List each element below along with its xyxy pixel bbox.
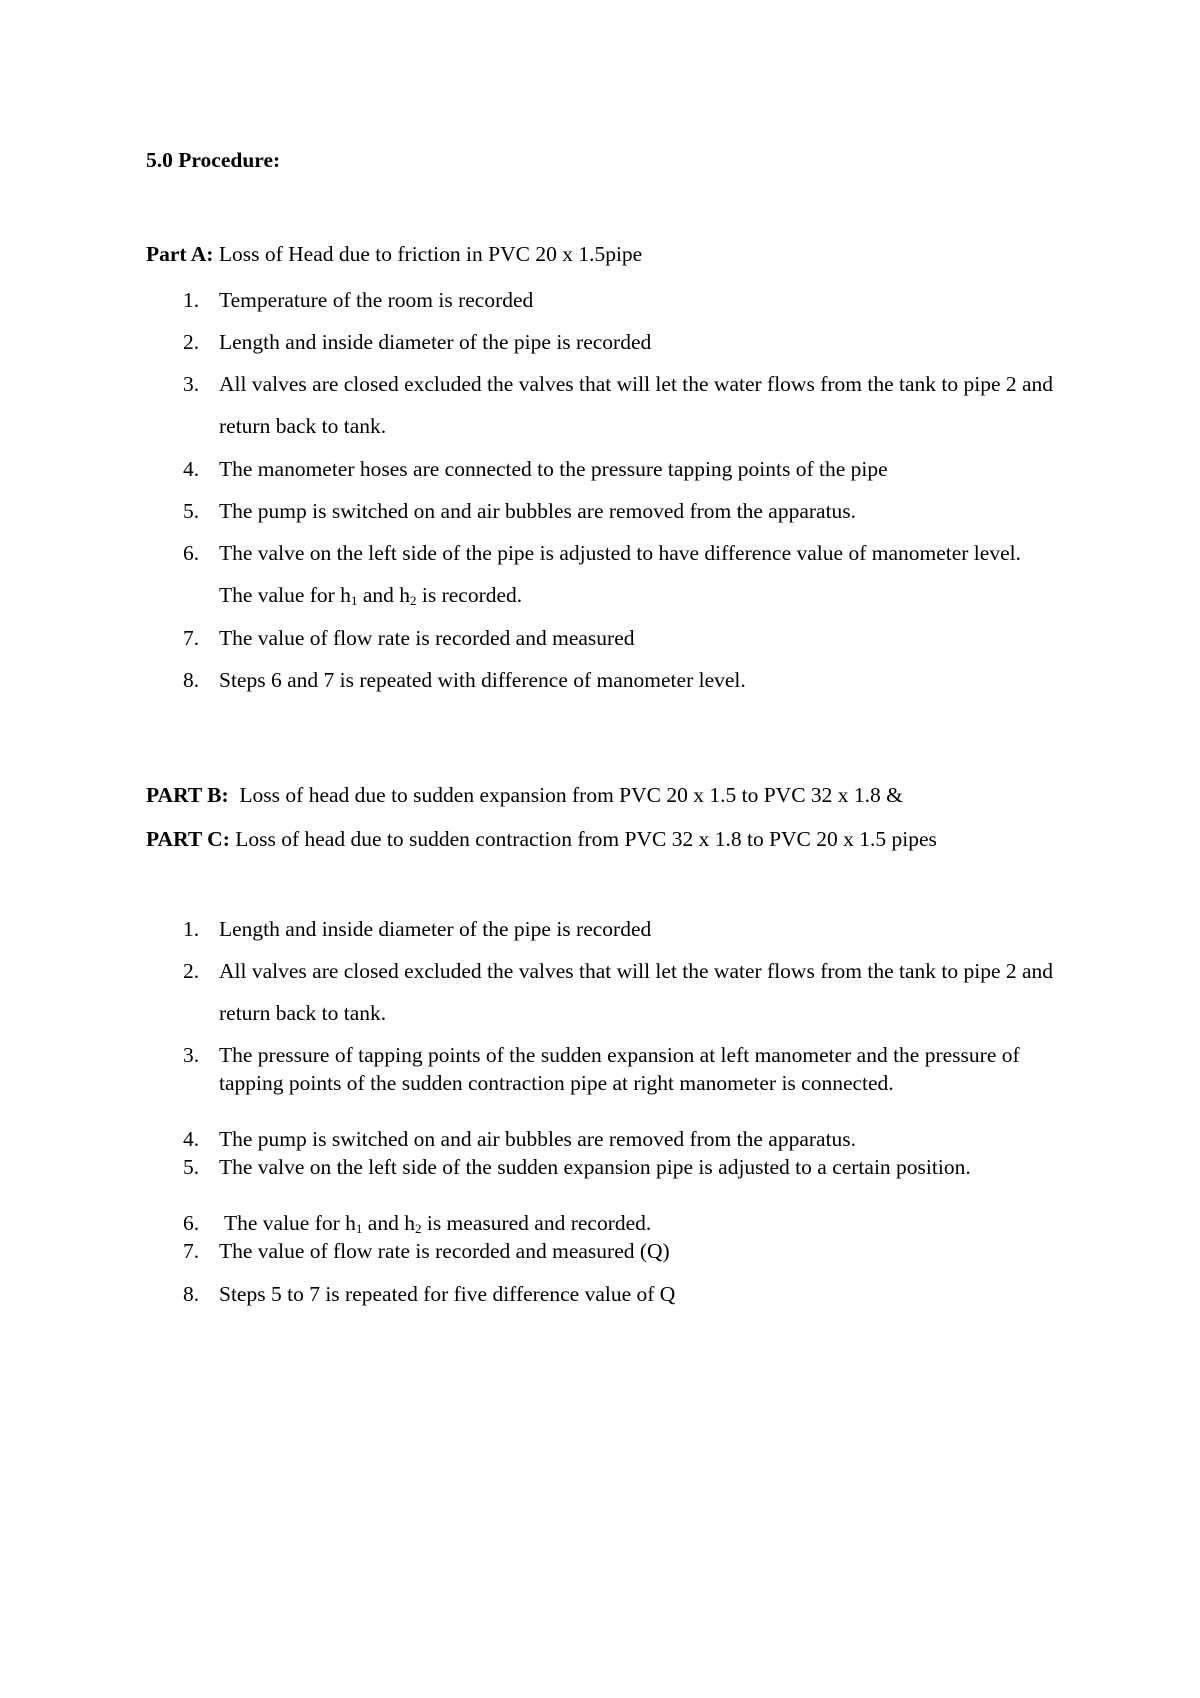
step-number: 5. bbox=[183, 1155, 200, 1179]
step-number: 7. bbox=[183, 626, 200, 650]
step-number: 8. bbox=[183, 1282, 200, 1306]
step-text: All valves are closed excluded the valves that will let the water flows from the tank to pipe 2 and return back to tank. bbox=[219, 959, 1054, 1025]
step-number: 8. bbox=[183, 668, 200, 692]
step-text: The pump is switched on and air bubbles are removed from the apparatus. bbox=[219, 499, 857, 523]
step-number: 2. bbox=[183, 330, 200, 354]
step-text: Temperature of the room is recorded bbox=[219, 288, 534, 312]
part-a-title-text: Loss of Head due to friction in PVC 20 x 1.5pipe bbox=[213, 242, 643, 266]
step-text: Length and inside diameter of the pipe is recorded bbox=[219, 330, 652, 354]
part-a-title bbox=[146, 240, 642, 268]
part-b-label: PART B: bbox=[146, 783, 229, 807]
step-text: The pressure of tapping points of the sudden expansion at left manometer and the pressure of tapping points of the sudden contraction pipe at right manometer is connected. bbox=[219, 1043, 1020, 1095]
step-number: 1. bbox=[183, 917, 200, 941]
step-text: The value for $h_1$ and $h_2$ is measured and recorded. bbox=[219, 1211, 652, 1236]
step-number: 6. bbox=[183, 541, 200, 565]
step-text: Steps 6 and 7 is repeated with difference of manometer level. bbox=[219, 668, 746, 692]
part-b-title-text: Loss of head due to sudden expansion from PVC 20 x 1.5 to PVC 32 x 1.8 & bbox=[228, 783, 903, 807]
step-number: 2. bbox=[183, 959, 200, 983]
step-number: 4. bbox=[183, 457, 200, 481]
part-a-label: Part A: bbox=[146, 242, 214, 266]
step-text: The value of flow rate is recorded and measured bbox=[219, 626, 635, 650]
step-text: Steps 5 to 7 is repeated for five difference value of Q bbox=[219, 1282, 676, 1306]
step-number: 4. bbox=[183, 1127, 200, 1151]
step-text: The valve on the left side of the pipe is adjusted to have difference value of manometer level. The value for $h_1$ and $h_2$ is recorded. bbox=[219, 541, 1021, 608]
section-heading: 5.0 Procedure: bbox=[146, 148, 281, 172]
step-number: 1. bbox=[183, 288, 200, 312]
step-number: 7. bbox=[183, 1239, 200, 1263]
step-text: The manometer hoses are connected to the pressure tapping points of the pipe bbox=[219, 457, 888, 481]
step-number: 5. bbox=[183, 499, 200, 523]
part-c-title bbox=[146, 825, 937, 853]
step-text: The value of flow rate is recorded and measured (Q) bbox=[219, 1239, 670, 1263]
part-b-title bbox=[146, 781, 903, 809]
step-text: Length and inside diameter of the pipe is recorded bbox=[219, 917, 652, 941]
part-c-title-text: Loss of head due to sudden contraction from PVC 32 x 1.8 to PVC 20 x 1.5 pipes bbox=[229, 827, 937, 851]
step-number: 6. bbox=[183, 1211, 200, 1235]
step-text: The valve on the left side of the sudden expansion pipe is adjusted to a certain position. bbox=[219, 1155, 971, 1179]
step-number: 3. bbox=[183, 372, 200, 396]
step-number: 3. bbox=[183, 1043, 200, 1067]
step-text: The pump is switched on and air bubbles are removed from the apparatus. bbox=[219, 1127, 857, 1151]
part-c-label: PART C: bbox=[146, 827, 230, 851]
step-text: All valves are closed excluded the valves that will let the water flows from the tank to pipe 2 and return back to tank. bbox=[219, 372, 1054, 438]
